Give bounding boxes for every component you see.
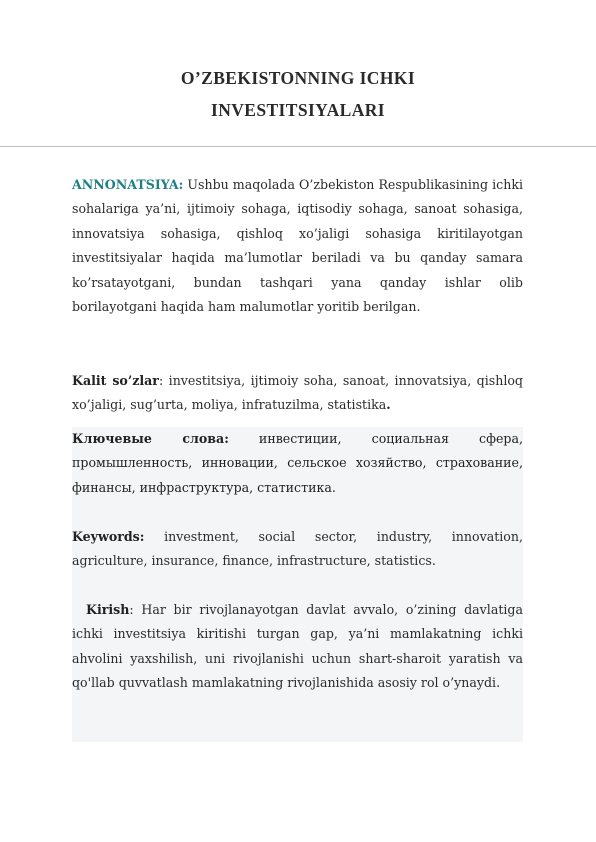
keywords-en-paragraph — [72, 525, 523, 574]
keywords-uz-text: : investitsiya, ijtimoiy soha, sanoat, innovatsiya, qishloq xo’jaligi, sug’urta, moliya, infratuzilma, statistika — [72, 373, 523, 413]
keywords-en-text: investment, social sector, industry, innovation, agriculture, insurance, finance, infrastructure, statistics. — [72, 529, 523, 569]
intro-label: Kirish — [86, 602, 130, 617]
keywords-ru-text: инвестиции, социальная сфера, промышленность, инновации, сельское хозяйство, страхование, финансы, инфраструктура, статистика. — [72, 431, 523, 495]
keywords-ru-label: Ключевые слова: — [72, 431, 229, 446]
article-title-line-1: O’ZBEKISTONNING ICHKI — [180, 68, 416, 88]
keywords-uz-paragraph — [72, 369, 523, 418]
intro-text: : Har bir rivojlanayotgan davlat avvalo, o’zining davlatiga ichki investitsiya kiritishi turgan gap, ya’ni mamlakatning ichki ahvolini yaxshilish, uni rivojlanishi uchun shart-sharoit yaratish va qo'llab quvvatlash mamlakatning rivojlanishida asosiy rol o’ynaydi. — [72, 602, 523, 691]
intro-paragraph — [72, 598, 523, 696]
keywords-uz-end: . — [386, 397, 391, 413]
annotation-label: ANNONATSIYA: — [72, 177, 184, 192]
title-divider — [0, 146, 596, 147]
keywords-uz-label: Kalit so’zlar — [72, 373, 159, 388]
keywords-en-label: Keywords: — [72, 529, 145, 544]
keywords-ru-paragraph — [72, 427, 523, 500]
annotation-text: Ushbu maqolada O’zbekiston Respublikasining ichki sohalariga ya’ni, ijtimoiy sohaga, iqtisodiy sohaga, sanoat sohasiga, innovatsiya sohasiga, qishloq xo’jaligi sohasiga kiritilayotgan investitsiyalar haqida ma’lumotlar beriladi va bu qanday samara ko’rsatayotgani, bundan tashqari yana qanday ishlar olib borilayotgani haqida ham malumotlar yoritib berilgan. — [72, 177, 523, 315]
article-title-line-2: INVESTITSIYALARI — [210, 100, 386, 120]
article-title — [0, 62, 596, 126]
annotation-paragraph — [72, 173, 523, 319]
